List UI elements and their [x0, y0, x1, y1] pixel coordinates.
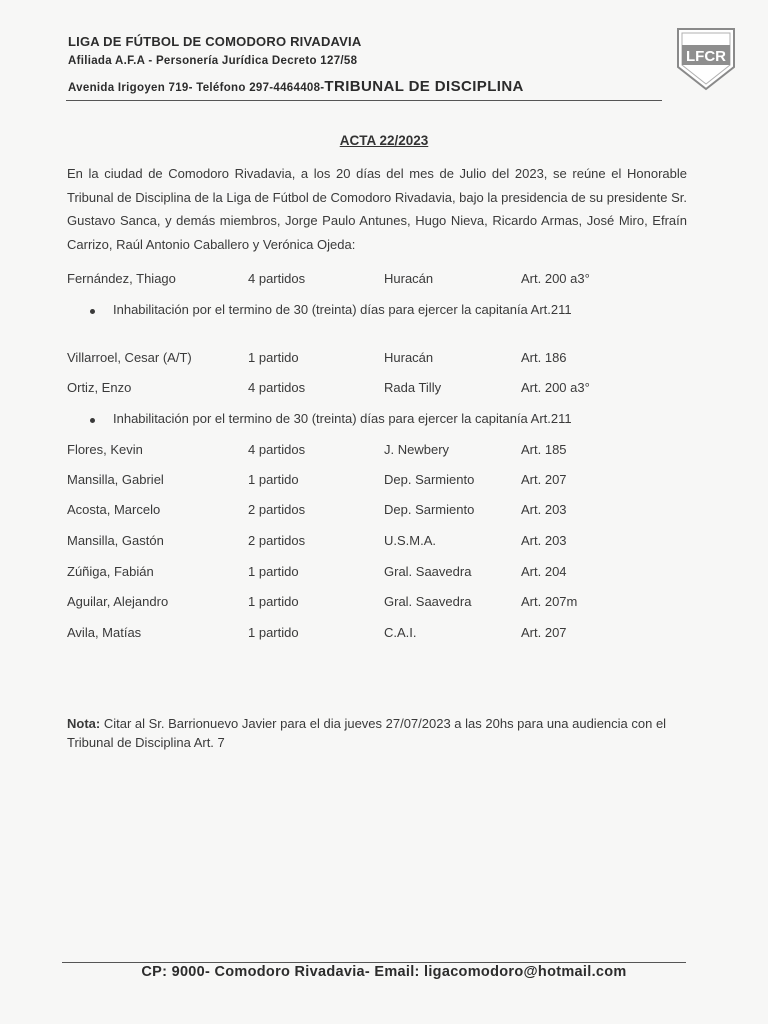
- player-name: Mansilla, Gabriel: [67, 472, 164, 487]
- article-ref: Art. 185: [521, 442, 567, 457]
- club-name: Dep. Sarmiento: [384, 502, 475, 517]
- article-ref: Art. 207m: [521, 594, 578, 609]
- games-suspended: 2 partidos: [248, 533, 306, 548]
- games-suspended: 4 partidos: [248, 442, 306, 457]
- club-name: U.S.M.A.: [384, 533, 437, 548]
- address-phone: Avenida Irigoyen 719- Teléfono 297-4464408-: [68, 82, 325, 94]
- club-name: Dep. Sarmiento: [384, 472, 475, 487]
- note-paragraph: [67, 714, 697, 752]
- games-suspended: 1 partido: [248, 594, 299, 609]
- article-ref: Art. 203: [521, 533, 567, 548]
- footer-divider: [62, 962, 686, 963]
- article-ref: Art. 207: [521, 625, 567, 640]
- bullet-text: Inhabilitación por el termino de 30 (treinta) días para ejercer la capitanía Art.211: [113, 411, 572, 426]
- club-name: Rada Tilly: [384, 380, 442, 395]
- lfcr-shield-logo: [676, 27, 736, 91]
- header-divider: [66, 100, 662, 101]
- bullet-dot: [90, 309, 95, 314]
- intro-paragraph: En la ciudad de Comodoro Rivadavia, a los 20 días del mes de Julio del 2023, se reúne el Honorable Tribunal de Disciplina de la Liga de Fútbol de Comodoro Rivadavia, bajo la presidencia de su presidente Sr. Gustavo Sanca, y demás miembros, Jorge Paulo Antunes, Hugo Nieva, Ricardo Armas, José Miro, Efraín Carrizo, Raúl Antonio Caballero y Verónica Ojeda:: [67, 166, 687, 252]
- games-suspended: 2 partidos: [248, 502, 306, 517]
- footer-contact: CP: 9000- Comodoro Rivadavia- Email: ligacomodoro@hotmail.com: [141, 964, 627, 980]
- games-suspended: 1 partido: [248, 350, 299, 365]
- document-title: ACTA 22/2023: [339, 133, 429, 148]
- note-text: Citar al Sr. Barrionuevo Javier para el dia jueves 27/07/2023 a las 20hs para una audiencia con el Tribunal de Disciplina Art. 7: [67, 716, 667, 750]
- bullet-dot: [90, 418, 95, 423]
- player-name: Acosta, Marcelo: [67, 502, 161, 517]
- logo-text: LFCR: [686, 48, 726, 65]
- article-ref: Art. 207: [521, 472, 567, 487]
- games-suspended: 1 partido: [248, 472, 299, 487]
- club-name: Gral. Saavedra: [384, 594, 472, 609]
- article-ref: Art. 204: [521, 564, 567, 579]
- article-ref: Art. 203: [521, 502, 567, 517]
- player-name: Mansilla, Gastón: [67, 533, 164, 548]
- player-name: Fernández, Thiago: [67, 271, 176, 286]
- article-ref: Art. 200 a3°: [521, 271, 590, 286]
- player-name: Ortiz, Enzo: [67, 380, 132, 395]
- games-suspended: 1 partido: [248, 564, 299, 579]
- league-address: [68, 78, 524, 95]
- club-name: Gral. Saavedra: [384, 564, 472, 579]
- player-name: Zúñiga, Fabián: [67, 564, 154, 579]
- club-name: Huracán: [384, 350, 434, 365]
- player-name: Flores, Kevin: [67, 442, 143, 457]
- games-suspended: 4 partidos: [248, 271, 306, 286]
- player-name: Aguilar, Alejandro: [67, 594, 169, 609]
- club-name: Huracán: [384, 271, 434, 286]
- club-name: C.A.I.: [384, 625, 417, 640]
- games-suspended: 1 partido: [248, 625, 299, 640]
- games-suspended: 4 partidos: [248, 380, 306, 395]
- article-ref: Art. 200 a3°: [521, 380, 590, 395]
- article-ref: Art. 186: [521, 350, 567, 365]
- tribunal-title: TRIBUNAL DE DISCIPLINA: [324, 78, 524, 95]
- league-affiliation: Afiliada A.F.A - Personería Jurídica Decreto 127/58: [68, 55, 358, 67]
- bullet-text: Inhabilitación por el termino de 30 (treinta) días para ejercer la capitanía Art.211: [113, 302, 572, 317]
- league-name: LIGA DE FÚTBOL DE COMODORO RIVADAVIA: [68, 34, 362, 49]
- note-label: Nota:: [67, 716, 101, 731]
- player-name: Villarroel, Cesar (A/T): [67, 350, 192, 365]
- player-name: Avila, Matías: [67, 625, 142, 640]
- club-name: J. Newbery: [384, 442, 450, 457]
